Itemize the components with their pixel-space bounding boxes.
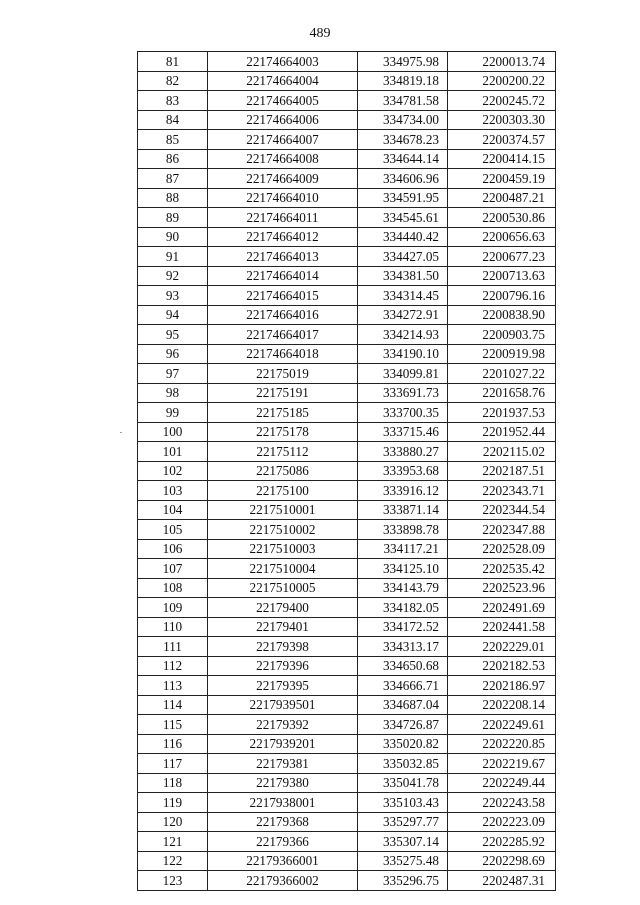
point-id-cell: 22174664011 [208,208,358,228]
table-row [138,305,556,325]
table-row [138,422,556,442]
point-id-cell: 22174664016 [208,305,358,325]
coordinates-table [137,51,556,891]
table-row [138,208,556,228]
x-coordinate-cell: 334190.10 [358,344,448,364]
point-id-cell: 22179395 [208,676,358,696]
y-coordinate-cell: 2202115.02 [448,442,556,462]
y-coordinate-cell: 2200656.63 [448,227,556,247]
y-coordinate-cell: 2202344.54 [448,500,556,520]
point-number-cell: 84 [138,110,208,130]
point-number-cell: 111 [138,637,208,657]
point-number-cell: 99 [138,403,208,423]
table-row [138,247,556,267]
x-coordinate-cell: 334427.05 [358,247,448,267]
point-id-cell: 22174664009 [208,169,358,189]
x-coordinate-cell: 335020.82 [358,734,448,754]
table-row [138,149,556,169]
y-coordinate-cell: 2202535.42 [448,559,556,579]
x-coordinate-cell: 333898.78 [358,520,448,540]
point-id-cell: 22179400 [208,598,358,618]
x-coordinate-cell: 334214.93 [358,325,448,345]
table-row [138,598,556,618]
y-coordinate-cell: 2200459.19 [448,169,556,189]
y-coordinate-cell: 2202487.31 [448,871,556,891]
y-coordinate-cell: 2202220.85 [448,734,556,754]
point-number-cell: 103 [138,481,208,501]
y-coordinate-cell: 2202243.58 [448,793,556,813]
table-row [138,461,556,481]
x-coordinate-cell: 334781.58 [358,91,448,111]
y-coordinate-cell: 2202441.58 [448,617,556,637]
table-row [138,130,556,150]
point-id-cell: 2217510003 [208,539,358,559]
table-row [138,715,556,735]
point-id-cell: 22174664018 [208,344,358,364]
table-row [138,656,556,676]
point-id-cell: 22179368 [208,812,358,832]
point-id-cell: 22174664004 [208,71,358,91]
y-coordinate-cell: 2200530.86 [448,208,556,228]
x-coordinate-cell: 334440.42 [358,227,448,247]
table-row [138,734,556,754]
point-number-cell: 116 [138,734,208,754]
y-coordinate-cell: 2200374.57 [448,130,556,150]
point-id-cell: 22175100 [208,481,358,501]
point-id-cell: 2217939201 [208,734,358,754]
table-row [138,188,556,208]
point-id-cell: 22179380 [208,773,358,793]
x-coordinate-cell: 333916.12 [358,481,448,501]
table-row [138,364,556,384]
x-coordinate-cell: 334099.81 [358,364,448,384]
point-id-cell: 22174664008 [208,149,358,169]
y-coordinate-cell: 2202249.61 [448,715,556,735]
point-number-cell: 118 [138,773,208,793]
point-number-cell: 122 [138,851,208,871]
x-coordinate-cell: 334666.71 [358,676,448,696]
point-number-cell: 105 [138,520,208,540]
x-coordinate-cell: 335032.85 [358,754,448,774]
y-coordinate-cell: 2202229.01 [448,637,556,657]
point-id-cell: 2217938001 [208,793,358,813]
y-coordinate-cell: 2200013.74 [448,52,556,72]
point-id-cell: 22174664012 [208,227,358,247]
table-row [138,481,556,501]
y-coordinate-cell: 2201027.22 [448,364,556,384]
point-id-cell: 22175086 [208,461,358,481]
y-coordinate-cell: 2202523.96 [448,578,556,598]
point-number-cell: 114 [138,695,208,715]
point-number-cell: 117 [138,754,208,774]
table-row [138,832,556,852]
x-coordinate-cell: 334975.98 [358,52,448,72]
point-id-cell: 22179396 [208,656,358,676]
point-number-cell: 100 [138,422,208,442]
point-id-cell: 22175185 [208,403,358,423]
y-coordinate-cell: 2200487.21 [448,188,556,208]
x-coordinate-cell: 335103.43 [358,793,448,813]
table-row [138,227,556,247]
y-coordinate-cell: 2202528.09 [448,539,556,559]
table-row [138,812,556,832]
point-number-cell: 83 [138,91,208,111]
table-row [138,266,556,286]
x-coordinate-cell: 335296.75 [358,871,448,891]
point-id-cell: 2217510002 [208,520,358,540]
x-coordinate-cell: 334125.10 [358,559,448,579]
point-id-cell: 2217510001 [208,500,358,520]
table-body [138,52,556,891]
point-id-cell: 22179366002 [208,871,358,891]
point-number-cell: 119 [138,793,208,813]
table-row [138,325,556,345]
x-coordinate-cell: 335307.14 [358,832,448,852]
point-number-cell: 96 [138,344,208,364]
table-row [138,851,556,871]
table-row [138,500,556,520]
scan-speck [120,432,122,433]
table-row [138,286,556,306]
x-coordinate-cell: 334314.45 [358,286,448,306]
table-row [138,617,556,637]
table-row [138,871,556,891]
y-coordinate-cell: 2202285.92 [448,832,556,852]
point-id-cell: 22179398 [208,637,358,657]
point-number-cell: 98 [138,383,208,403]
point-number-cell: 87 [138,169,208,189]
table-row [138,773,556,793]
x-coordinate-cell: 334726.87 [358,715,448,735]
y-coordinate-cell: 2202249.44 [448,773,556,793]
table-row [138,793,556,813]
table-row [138,559,556,579]
table-row [138,71,556,91]
point-number-cell: 115 [138,715,208,735]
point-number-cell: 113 [138,676,208,696]
point-number-cell: 112 [138,656,208,676]
y-coordinate-cell: 2201937.53 [448,403,556,423]
y-coordinate-cell: 2200677.23 [448,247,556,267]
point-id-cell: 22175191 [208,383,358,403]
y-coordinate-cell: 2202186.97 [448,676,556,696]
y-coordinate-cell: 2202491.69 [448,598,556,618]
table-row [138,520,556,540]
x-coordinate-cell: 334172.52 [358,617,448,637]
point-number-cell: 97 [138,364,208,384]
point-number-cell: 86 [138,149,208,169]
y-coordinate-cell: 2200245.72 [448,91,556,111]
point-number-cell: 90 [138,227,208,247]
point-id-cell: 2217939501 [208,695,358,715]
table-row [138,754,556,774]
point-number-cell: 91 [138,247,208,267]
point-id-cell: 22175178 [208,422,358,442]
x-coordinate-cell: 333700.35 [358,403,448,423]
x-coordinate-cell: 334819.18 [358,71,448,91]
point-number-cell: 89 [138,208,208,228]
point-id-cell: 22174664013 [208,247,358,267]
table-row [138,442,556,462]
point-number-cell: 123 [138,871,208,891]
point-number-cell: 88 [138,188,208,208]
point-id-cell: 22174664003 [208,52,358,72]
y-coordinate-cell: 2200713.63 [448,266,556,286]
y-coordinate-cell: 2202343.71 [448,481,556,501]
y-coordinate-cell: 2202182.53 [448,656,556,676]
y-coordinate-cell: 2200796.16 [448,286,556,306]
point-number-cell: 104 [138,500,208,520]
x-coordinate-cell: 334143.79 [358,578,448,598]
table-row [138,695,556,715]
point-number-cell: 81 [138,52,208,72]
x-coordinate-cell: 333715.46 [358,422,448,442]
point-number-cell: 121 [138,832,208,852]
table-row [138,403,556,423]
point-number-cell: 85 [138,130,208,150]
point-id-cell: 22179381 [208,754,358,774]
x-coordinate-cell: 334272.91 [358,305,448,325]
y-coordinate-cell: 2200903.75 [448,325,556,345]
point-id-cell: 22174664005 [208,91,358,111]
x-coordinate-cell: 334545.61 [358,208,448,228]
x-coordinate-cell: 334650.68 [358,656,448,676]
point-id-cell: 22174664006 [208,110,358,130]
point-id-cell: 22179392 [208,715,358,735]
point-number-cell: 95 [138,325,208,345]
point-id-cell: 22174664015 [208,286,358,306]
table-row [138,52,556,72]
x-coordinate-cell: 334313.17 [358,637,448,657]
table-row [138,344,556,364]
point-number-cell: 102 [138,461,208,481]
y-coordinate-cell: 2202187.51 [448,461,556,481]
point-id-cell: 22174664010 [208,188,358,208]
y-coordinate-cell: 2201658.76 [448,383,556,403]
table-row [138,383,556,403]
table-row [138,539,556,559]
x-coordinate-cell: 334678.23 [358,130,448,150]
point-number-cell: 82 [138,71,208,91]
table-row [138,578,556,598]
point-id-cell: 22179401 [208,617,358,637]
point-id-cell: 22179366001 [208,851,358,871]
x-coordinate-cell: 335041.78 [358,773,448,793]
table-row [138,110,556,130]
point-number-cell: 107 [138,559,208,579]
table-row [138,637,556,657]
x-coordinate-cell: 334644.14 [358,149,448,169]
y-coordinate-cell: 2202219.67 [448,754,556,774]
x-coordinate-cell: 334591.95 [358,188,448,208]
point-number-cell: 92 [138,266,208,286]
y-coordinate-cell: 2202208.14 [448,695,556,715]
table-row [138,676,556,696]
x-coordinate-cell: 334734.00 [358,110,448,130]
x-coordinate-cell: 333880.27 [358,442,448,462]
point-id-cell: 22175019 [208,364,358,384]
point-id-cell: 22175112 [208,442,358,462]
x-coordinate-cell: 334606.96 [358,169,448,189]
y-coordinate-cell: 2200414.15 [448,149,556,169]
point-number-cell: 108 [138,578,208,598]
x-coordinate-cell: 334381.50 [358,266,448,286]
point-id-cell: 22174664017 [208,325,358,345]
y-coordinate-cell: 2200200.22 [448,71,556,91]
y-coordinate-cell: 2202298.69 [448,851,556,871]
point-number-cell: 93 [138,286,208,306]
point-number-cell: 110 [138,617,208,637]
point-number-cell: 94 [138,305,208,325]
point-number-cell: 109 [138,598,208,618]
point-id-cell: 22179366 [208,832,358,852]
x-coordinate-cell: 334117.21 [358,539,448,559]
y-coordinate-cell: 2202347.88 [448,520,556,540]
y-coordinate-cell: 2200919.98 [448,344,556,364]
y-coordinate-cell: 2200838.90 [448,305,556,325]
point-id-cell: 22174664007 [208,130,358,150]
x-coordinate-cell: 335297.77 [358,812,448,832]
point-number-cell: 120 [138,812,208,832]
point-number-cell: 106 [138,539,208,559]
y-coordinate-cell: 2200303.30 [448,110,556,130]
point-id-cell: 22174664014 [208,266,358,286]
point-id-cell: 2217510004 [208,559,358,579]
x-coordinate-cell: 335275.48 [358,851,448,871]
table-row [138,169,556,189]
x-coordinate-cell: 334687.04 [358,695,448,715]
point-id-cell: 2217510005 [208,578,358,598]
point-number-cell: 101 [138,442,208,462]
y-coordinate-cell: 2202223.09 [448,812,556,832]
x-coordinate-cell: 333691.73 [358,383,448,403]
x-coordinate-cell: 333953.68 [358,461,448,481]
table-row [138,91,556,111]
x-coordinate-cell: 334182.05 [358,598,448,618]
page-number: 489 [309,26,331,41]
x-coordinate-cell: 333871.14 [358,500,448,520]
y-coordinate-cell: 2201952.44 [448,422,556,442]
